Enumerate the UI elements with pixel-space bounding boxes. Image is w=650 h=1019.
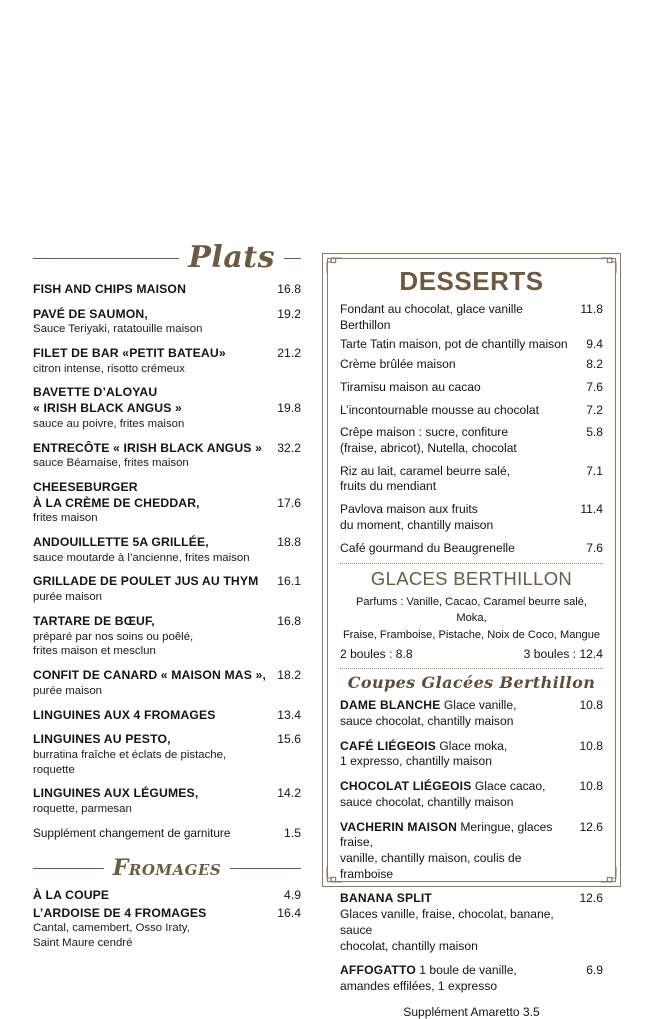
desserts-item-list [340, 302, 603, 556]
dessert-item-name: Tiramisu maison au cacao [340, 379, 481, 394]
two-scoops-price: 2 boules : 8.8 [340, 646, 413, 661]
heading-rule-left [33, 258, 179, 259]
dessert-item-name: L’incontournable mousse au chocolat [340, 402, 540, 417]
desserts-inner-frame [327, 258, 616, 1019]
menu-item-name: ENTRECÔTE « IRISH BLACK ANGUS » [33, 440, 263, 455]
menu-item-description: Sauce Teriyaki, ratatouille maison [33, 323, 203, 336]
divider [340, 563, 603, 564]
fromages-section [33, 857, 301, 951]
coupe-item-description: 1 expresso, chantilly maison [340, 754, 492, 769]
dessert-item-price: 7.2 [586, 402, 603, 417]
menu-item-price: 13.4 [277, 707, 301, 722]
coupe-item-price: 6.9 [586, 963, 603, 978]
menu-item-description: préparé par nos soins ou poêlé, [33, 630, 194, 643]
desserts-panel [322, 253, 621, 1019]
menu-item [33, 441, 301, 471]
menu-item [33, 614, 301, 659]
menu-item-description: citron intense, risotto crémeux [33, 362, 185, 375]
dessert-item [340, 464, 603, 495]
menu-item-price: 4.9 [284, 888, 301, 902]
heading-rule-right [284, 258, 301, 259]
menu-item-price: 18.8 [277, 535, 301, 550]
coupe-item-price: 10.8 [579, 779, 603, 794]
fromages-heading [33, 857, 301, 879]
dessert-item-price: 9.4 [586, 337, 603, 352]
menu-item [33, 888, 301, 904]
dessert-item-name: Café gourmand du Beaugrenelle [340, 540, 515, 555]
coupe-item-description: chocolat, chantilly maison [340, 938, 478, 953]
fromages-title: Fromages [112, 855, 222, 881]
coupe-item [340, 820, 603, 883]
dessert-item-name: Crème brûlée maison [340, 357, 456, 372]
dessert-item [340, 425, 603, 456]
menu-item-description: Cantal, camembert, Osso Iraty, [33, 922, 190, 935]
plats-heading [33, 240, 301, 275]
menu-item-name: ANDOUILLETTE 5A GRILLÉE, [33, 535, 209, 550]
dessert-item-price: 7.1 [586, 463, 603, 478]
scoops-pricing-row [340, 647, 603, 661]
menu-item-name: Supplément changement de garniture [33, 825, 231, 840]
menu-item-description: frites maison [33, 512, 98, 525]
dessert-item-name: Riz au lait, caramel beurre salé, [340, 463, 511, 478]
plats-item-list [33, 282, 301, 841]
three-scoops-price: 3 boules : 12.4 [523, 646, 603, 661]
menu-item-price: 18.2 [277, 668, 301, 683]
heading-rule-left [33, 868, 104, 869]
menu-item-price: 19.2 [277, 306, 301, 321]
menu-item [33, 535, 301, 565]
dessert-item-price: 7.6 [586, 540, 603, 555]
dessert-item-price: 11.4 [580, 502, 603, 517]
coupe-item-price: 12.6 [579, 819, 603, 834]
menu-item-description: sauce moutarde à l’ancienne, frites maison [33, 551, 250, 564]
dessert-item [340, 502, 603, 533]
coupe-item-description: sauce chocolat, chantilly maison [340, 713, 514, 728]
menu-item-price: 14.2 [277, 786, 301, 801]
menu-item [33, 786, 301, 816]
menu-item-name: CHEESEBURGER [33, 479, 138, 494]
menu-item-name: « IRISH BLACK ANGUS » [33, 401, 182, 416]
plats-column [33, 240, 301, 953]
menu-item-price: 21.2 [277, 346, 301, 361]
coupe-item [340, 739, 603, 770]
menu-item [33, 346, 301, 376]
dessert-item [340, 403, 603, 419]
coupe-item-name: BANANA SPLIT [340, 891, 432, 906]
coupe-item-description: Glaces vanille, fraise, chocolat, banane, sauce [340, 907, 554, 937]
dessert-item-description: fruits du mendiant [340, 479, 437, 494]
menu-item-description: sauce au poivre, frites maison [33, 417, 185, 430]
coupes-glacees-title: Coupes Glacées Berthillon [347, 672, 596, 692]
dessert-item [340, 302, 603, 333]
dessert-item-name: Crêpe maison : sucre, confiture [340, 425, 509, 440]
menu-item-name: PAVÉ DE SAUMON, [33, 306, 148, 321]
menu-item [33, 668, 301, 698]
dessert-item-name: Tarte Tatin maison, pot de chantilly maison [340, 337, 568, 352]
coupe-item [340, 779, 603, 810]
menu-item-name: GRILLADE DE POULET JUS AU THYM [33, 574, 259, 589]
menu-item-price: 16.4 [277, 905, 301, 920]
menu-item-price: 15.6 [277, 732, 301, 747]
coupe-item [340, 698, 603, 729]
menu-item [33, 826, 301, 841]
menu-item-name: FILET DE BAR «PETIT BATEAU» [33, 346, 226, 361]
dessert-item-price: 5.8 [586, 425, 603, 440]
menu-item-price: 19.8 [277, 401, 301, 416]
coupe-item-price: 10.8 [579, 738, 603, 753]
dessert-item-price: 8.2 [586, 357, 603, 372]
coupe-item-name: DAME BLANCHE Glace vanille, [340, 698, 517, 713]
dessert-item [340, 380, 603, 396]
menu-item [33, 906, 301, 951]
menu-item-name: BAVETTE D’ALOYAU [33, 385, 158, 400]
menu-item [33, 708, 301, 724]
menu-item [33, 282, 301, 298]
dessert-item-name: Fondant au chocolat, glace vanille Berthillon [340, 302, 523, 332]
menu-item-name: À LA COUPE [33, 888, 110, 902]
menu-item-description: frites maison et mesclun [33, 645, 156, 658]
coupe-item-name: VACHERIN MAISON Meringue, glaces fraise, [340, 819, 553, 850]
dessert-item [340, 541, 603, 557]
coupe-item-description: amandes effilées, 1 expresso [340, 978, 498, 993]
menu-item-description: purée maison [33, 684, 103, 697]
glaces-berthillon-title: GLACES BERTHILLON [370, 568, 573, 590]
glaces-parfums [340, 594, 603, 644]
dessert-item-price: 7.6 [586, 379, 603, 394]
divider [340, 668, 603, 669]
menu-item-name: À LA CRÈME DE CHEDDAR, [33, 495, 200, 510]
menu-item-price: 1.5 [284, 825, 301, 840]
heading-rule-right [230, 868, 301, 869]
dessert-item [340, 357, 603, 373]
menu-item-description: burratina fraîche et éclats de pistache, [33, 748, 227, 761]
menu-item-name: CONFIT DE CANARD « MAISON MAS », [33, 668, 266, 683]
menu-item [33, 480, 301, 526]
dessert-item-description: du moment, chantilly maison [340, 517, 494, 532]
dessert-item-description: (fraise, abricot), Nutella, chocolat [340, 441, 517, 456]
menu-item-price: 16.1 [277, 574, 301, 589]
menu-item [33, 574, 301, 604]
parfums-line-1: Parfums : Vanille, Cacao, Caramel beurre salé, Moka, [355, 595, 587, 625]
dessert-item-name: Pavlova maison aux fruits [340, 502, 478, 517]
coupe-item-price: 12.6 [579, 891, 603, 906]
coupe-item-name: AFFOGATTO 1 boule de vanille, [340, 963, 517, 978]
coupe-item-price: 10.8 [579, 698, 603, 713]
dessert-item [340, 337, 603, 353]
menu-item-price: 17.6 [277, 495, 301, 510]
plats-title: Plats [188, 240, 275, 275]
menu-item-description: purée maison [33, 591, 103, 604]
coupe-item-name: CHOCOLAT LIÉGEOIS Glace cacao, [340, 779, 546, 794]
menu-item [33, 307, 301, 337]
menu-item-description: roquette, parmesan [33, 803, 132, 816]
menu-item-description: roquette [33, 763, 75, 776]
menu-item [33, 385, 301, 431]
menu-item-name: LINGUINES AUX LÉGUMES, [33, 786, 199, 801]
menu-item-description: sauce Béarnaise, frites maison [33, 457, 189, 470]
desserts-title: DESSERTS [399, 266, 544, 296]
menu-item [33, 732, 301, 777]
menu-item-name: LINGUINES AUX 4 FROMAGES [33, 707, 216, 722]
menu-item-price: 32.2 [277, 440, 301, 455]
coupe-item-name: CAFÉ LIÉGEOIS Glace moka, [340, 738, 508, 753]
dessert-item-price: 11.8 [580, 302, 603, 316]
fromages-item-list [33, 888, 301, 951]
coupe-item-description: sauce chocolat, chantilly maison [340, 794, 514, 809]
coupes-item-list [340, 698, 603, 995]
menu-item-name: FISH AND CHIPS MAISON [33, 282, 187, 296]
menu-item-name: TARTARE DE BŒUF, [33, 613, 155, 628]
menu-item-price: 16.8 [277, 282, 301, 296]
supplement-amaretto: Supplément Amaretto 3.5 [403, 1004, 540, 1019]
menu-item-name: LINGUINES AU PESTO, [33, 732, 171, 747]
menu-item-name: L’ARDOISE DE 4 FROMAGES [33, 905, 207, 920]
coupe-item [340, 963, 603, 994]
menu-item-description: Saint Maure cendré [33, 937, 133, 950]
coupe-item [340, 891, 603, 954]
coupe-item-description: vanille, chantilly maison, coulis de framboise [340, 850, 522, 881]
menu-item-price: 16.8 [277, 613, 301, 628]
parfums-line-2: Fraise, Framboise, Pistache, Noix de Coco, Mangue [342, 628, 601, 641]
